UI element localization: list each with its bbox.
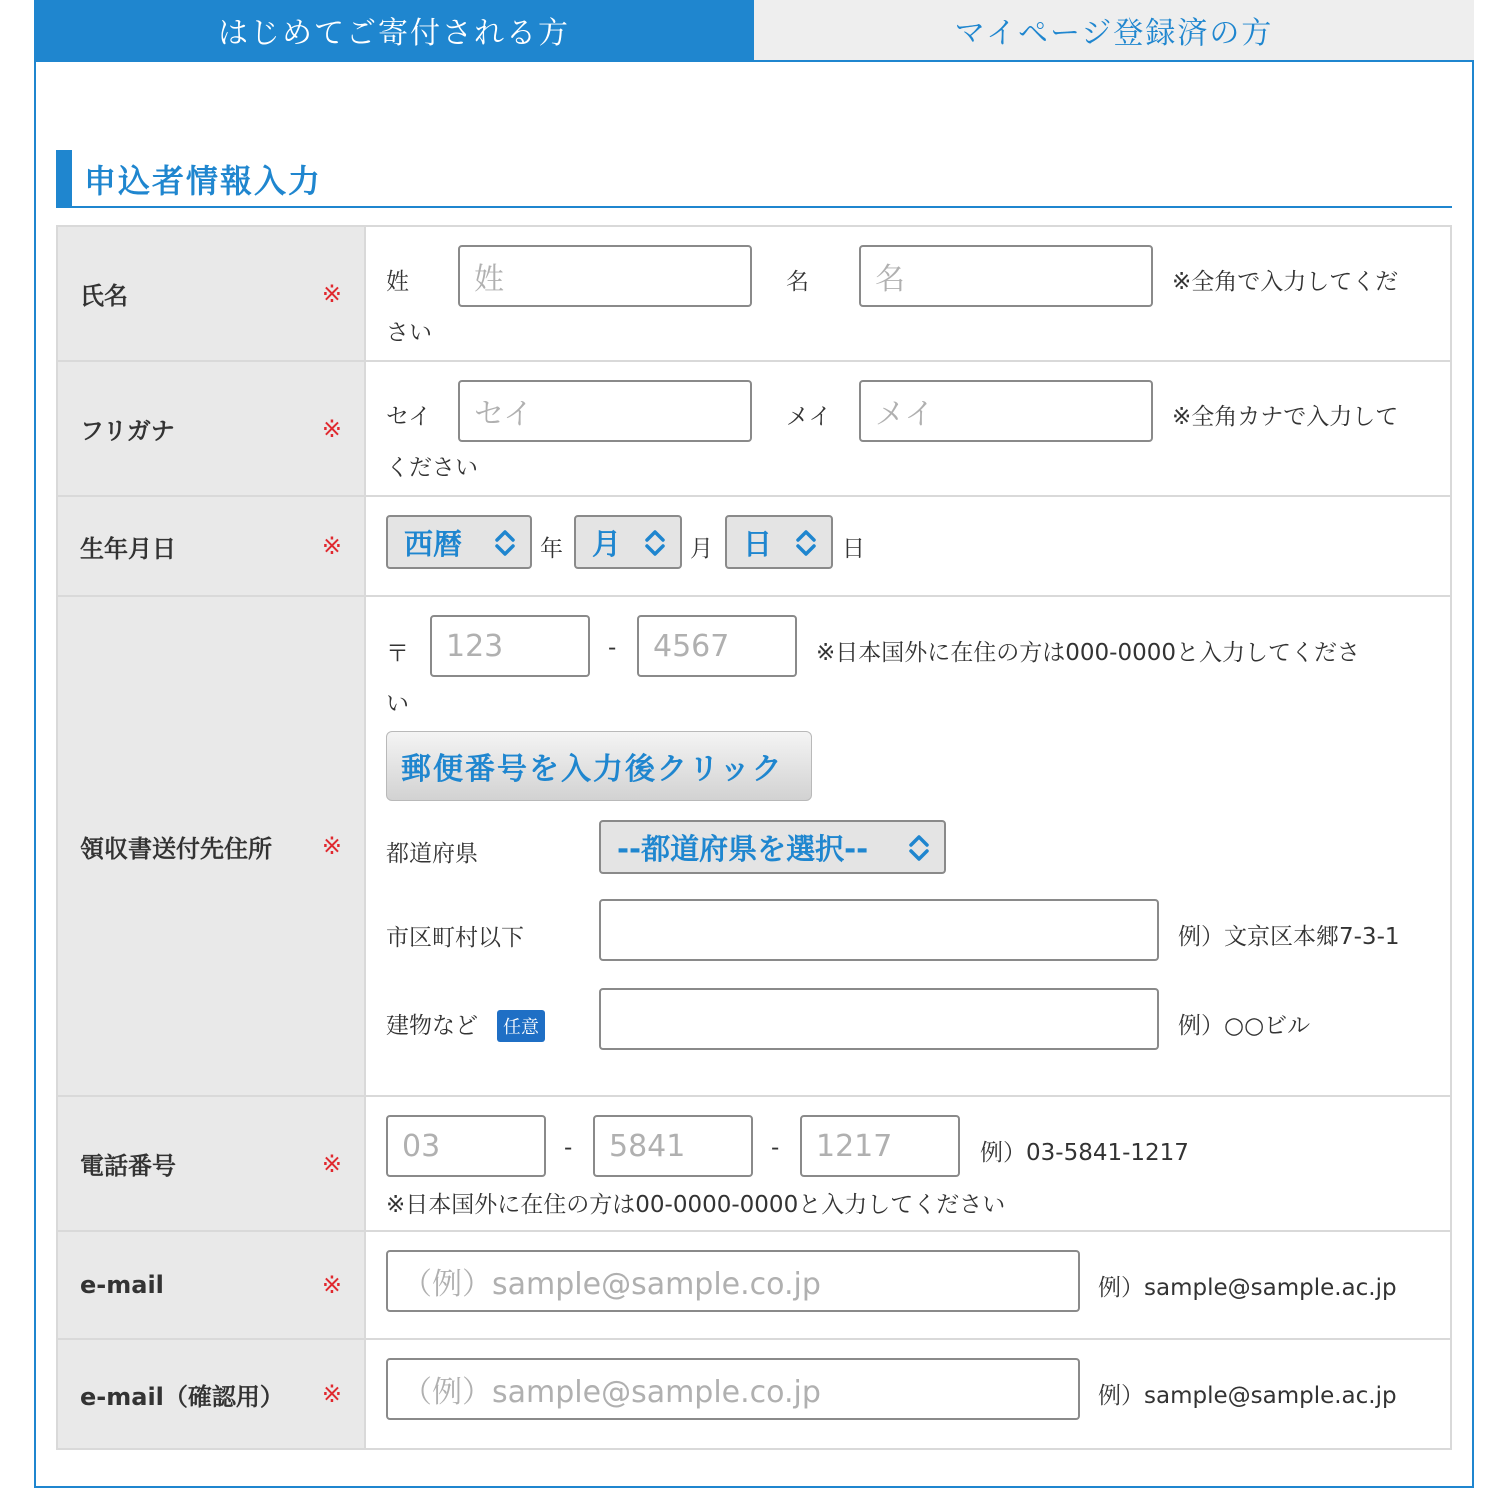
month-suffix: 月 (690, 536, 713, 562)
tab-bar (34, 0, 1474, 62)
optional-badge: 任意 (497, 1010, 545, 1042)
row-name (58, 227, 1450, 362)
chevron-updown-icon (793, 525, 819, 561)
tab-first-time-donor[interactable]: はじめてご寄付される方 (34, 0, 754, 60)
year-select[interactable] (386, 515, 532, 569)
row-content (366, 497, 1450, 595)
label-birthday: 生年月日 (80, 534, 176, 563)
row-label (58, 362, 366, 495)
row-email-confirm (58, 1340, 1450, 1448)
email-example: 例）sample@sample.ac.jp (1098, 1275, 1397, 1301)
row-content (366, 1097, 1450, 1230)
zip-dash: - (608, 635, 617, 661)
section-heading-bar (56, 150, 72, 206)
label-address: 領収書送付先住所 (80, 834, 272, 863)
prefecture-label: 都道府県 (386, 841, 478, 867)
row-label (58, 1340, 366, 1448)
last-name-kana-input[interactable]: セイ (458, 380, 752, 442)
phone-example: 例）03-5841-1217 (980, 1140, 1189, 1166)
phone-dash-1: - (564, 1135, 573, 1161)
row-birthday (58, 497, 1450, 597)
sei-label: 姓 (386, 269, 409, 295)
label-phone: 電話番号 (80, 1152, 176, 1180)
phone-last-input[interactable]: 1217 (800, 1115, 960, 1177)
required-mark: ※ (321, 1149, 342, 1178)
city-input[interactable] (599, 899, 1159, 961)
required-mark: ※ (321, 532, 342, 560)
prefecture-select-value: --都道府県を選択-- (617, 831, 869, 866)
label-email: e-mail (80, 1271, 164, 1299)
row-phone (58, 1097, 1450, 1232)
phone-dash-2: - (771, 1135, 780, 1161)
day-select[interactable] (725, 515, 833, 569)
city-label: 市区町村以下 (386, 925, 524, 951)
required-mark: ※ (321, 279, 342, 308)
chevron-updown-icon (906, 830, 932, 866)
row-label (58, 227, 366, 360)
mei-label: 名 (786, 269, 809, 295)
chevron-updown-icon (492, 525, 518, 561)
row-label (58, 1097, 366, 1230)
row-furigana (58, 362, 1450, 497)
row-address (58, 597, 1450, 1097)
section-heading (56, 150, 1452, 208)
zip-note: ※日本国外に在住の方は000-0000と入力してくださ (816, 640, 1361, 666)
required-mark: ※ (321, 414, 342, 443)
prefecture-select[interactable] (599, 820, 946, 874)
email-confirm-input[interactable]: （例）sample@sample.co.jp (386, 1358, 1080, 1420)
row-content (366, 227, 1450, 360)
phone-note: ※日本国外に在住の方は00-0000-0000と入力してください (386, 1192, 1006, 1218)
row-content (366, 1232, 1450, 1338)
zip-code-first-input[interactable]: 123 (430, 615, 590, 677)
label-email-confirm: e-mail（確認用） (80, 1382, 284, 1411)
building-label: 建物など (386, 1013, 478, 1039)
label-furigana: フリガナ (80, 417, 175, 445)
row-content (366, 1340, 1450, 1448)
furigana-note-cont: ください (386, 455, 478, 481)
month-select[interactable] (574, 515, 682, 569)
row-content (366, 597, 1450, 1095)
row-label (58, 597, 366, 1095)
required-mark: ※ (321, 1271, 342, 1299)
first-name-input[interactable]: 名 (859, 245, 1153, 307)
first-name-kana-input[interactable]: メイ (859, 380, 1153, 442)
phone-area-input[interactable]: 03 (386, 1115, 546, 1177)
label-name: 氏名 (80, 282, 128, 310)
mei-kana-label: メイ (786, 404, 832, 430)
day-suffix: 日 (842, 536, 865, 562)
chevron-updown-icon (642, 525, 668, 561)
building-input[interactable] (599, 988, 1159, 1050)
section-heading-text: 申込者情報入力 (84, 162, 323, 200)
furigana-note: ※全角カナで入力して (1172, 404, 1399, 430)
building-example: 例）○○ビル (1178, 1013, 1311, 1039)
row-label (58, 1232, 366, 1338)
required-mark: ※ (321, 832, 342, 860)
name-note-cont: さい (386, 320, 432, 346)
sei-kana-label: セイ (386, 404, 432, 430)
row-label (58, 497, 366, 595)
year-select-value: 西暦 (404, 526, 463, 561)
row-content (366, 362, 1450, 495)
required-mark: ※ (321, 1380, 342, 1408)
email-input[interactable]: （例）sample@sample.co.jp (386, 1250, 1080, 1312)
tab-registered-member[interactable]: マイページ登録済の方 (754, 0, 1474, 60)
city-example: 例）文京区本郷7-3-1 (1178, 924, 1400, 950)
month-select-value: 月 (592, 526, 622, 561)
row-email (58, 1232, 1450, 1340)
day-select-value: 日 (743, 526, 773, 561)
last-name-input[interactable]: 姓 (458, 245, 752, 307)
zip-lookup-button[interactable]: 郵便番号を入力後クリック (386, 731, 812, 801)
zip-code-second-input[interactable]: 4567 (637, 615, 797, 677)
applicant-form-table (56, 225, 1452, 1450)
name-note: ※全角で入力してくだ (1172, 269, 1399, 295)
zip-note-cont: い (386, 691, 409, 717)
year-suffix: 年 (540, 536, 563, 562)
phone-middle-input[interactable]: 5841 (593, 1115, 753, 1177)
postal-mark: 〒 (386, 641, 409, 667)
email-confirm-example: 例）sample@sample.ac.jp (1098, 1383, 1397, 1409)
